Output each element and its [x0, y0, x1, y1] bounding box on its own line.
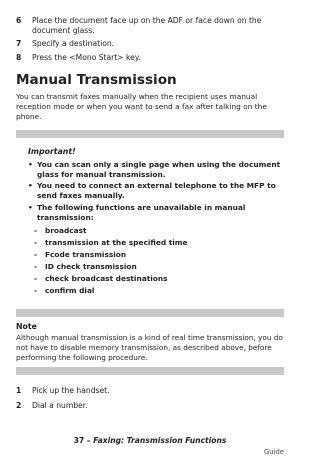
step-number: 1	[16, 386, 22, 395]
function-text: transmission at the specified time	[45, 238, 188, 247]
step-1	[16, 386, 284, 396]
footer-title: Faxing: Transmission Functions	[93, 436, 227, 445]
page-footer	[0, 436, 300, 445]
function-text: check broadcast destinations	[45, 274, 168, 283]
step-number: 8	[16, 53, 22, 62]
function-text: Fcode transmission	[45, 250, 127, 259]
footer-guide: Guide	[264, 448, 284, 456]
bullet-text: You need to connect an external telephone to the MFP to send faxes manually.	[37, 181, 276, 200]
bullet-text: The following functions are unavailable in manual transmission:	[37, 203, 246, 222]
function-item: - confirm dial	[34, 286, 95, 295]
function-item: - broadcast	[34, 226, 87, 235]
step-2	[16, 401, 284, 411]
important-bullet	[28, 203, 284, 222]
function-text: broadcast	[45, 226, 87, 235]
bullet-text: You can scan only a single page when using the document glass for manual transmission.	[37, 160, 281, 179]
step-8	[16, 53, 284, 63]
bullet-icon: •	[28, 203, 33, 212]
important-bullet	[28, 181, 284, 200]
important-bullet	[28, 160, 284, 179]
bullet-icon: •	[28, 160, 33, 169]
section-heading: Manual Transmission	[16, 72, 177, 88]
intro-paragraph: You can transmit faxes manually when the recipient uses manual reception mode or when you want to send a fax after talking on the phone.	[16, 92, 267, 121]
step-6	[16, 16, 284, 36]
note-title: Note	[16, 322, 37, 331]
note-top-rule	[16, 309, 284, 317]
step-text: Pick up the handset.	[32, 386, 110, 395]
step-number: 2	[16, 401, 22, 410]
bullet-icon: •	[28, 181, 33, 190]
function-text: confirm dial	[45, 286, 95, 295]
step-text: Specify a destination.	[32, 39, 115, 48]
function-item: - check broadcast destinations	[34, 274, 168, 283]
function-item: - Fcode transmission	[34, 250, 127, 259]
step-7	[16, 39, 284, 49]
note-body: Although manual transmission is a kind of real time transmission, you do not have to disable memory transmission, as described above, before performing the following procedure.	[16, 333, 283, 362]
step-text: Dial a number.	[32, 401, 88, 410]
important-top-rule	[16, 130, 284, 138]
step-text: Place the document face up on the ADF or face down on the document glass.	[32, 16, 262, 35]
important-title: Important!	[28, 147, 76, 156]
page-number: 37	[73, 436, 85, 445]
step-number: 7	[16, 39, 22, 48]
step-text: Press the <Mono Start> key.	[32, 53, 141, 62]
function-item: - ID check transmission	[34, 262, 137, 271]
step-number: 6	[16, 16, 22, 25]
function-text: ID check transmission	[45, 262, 137, 271]
footer-separator: –	[86, 436, 91, 445]
note-bottom-rule	[16, 367, 284, 375]
function-item: - transmission at the specified time	[34, 238, 188, 247]
